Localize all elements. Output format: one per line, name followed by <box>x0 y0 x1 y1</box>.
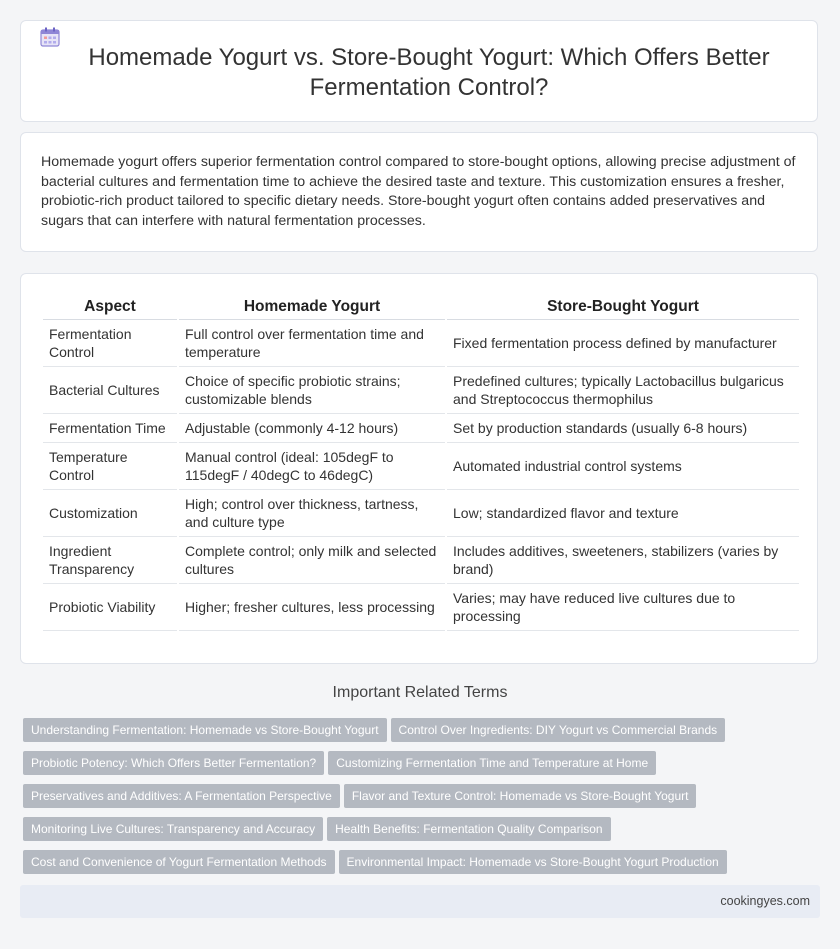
comparison-card <box>20 273 818 664</box>
row-homemade: Adjustable (commonly 4-12 hours) <box>178 414 446 443</box>
header-aspect: Aspect <box>43 296 178 320</box>
header-store-bought: Store-Bought Yogurt <box>446 296 799 320</box>
row-store-bought: Varies; may have reduced live cultures due to processing <box>446 584 799 631</box>
table-row <box>43 443 799 490</box>
row-homemade: Complete control; only milk and selected cultures <box>178 537 446 584</box>
footer <box>20 885 820 918</box>
related-term-link[interactable]: Control Over Ingredients: DIY Yogurt vs Commercial Brands <box>391 718 726 742</box>
table-row <box>43 367 799 414</box>
table-row <box>43 537 799 584</box>
footer-site-link[interactable]: cookingyes.com <box>720 894 810 908</box>
table-row <box>43 320 799 367</box>
row-aspect: Fermentation Control <box>43 320 178 367</box>
row-homemade: High; control over thickness, tartness, and culture type <box>178 490 446 537</box>
row-aspect: Probiotic Viability <box>43 584 178 631</box>
intro-paragraph: Homemade yogurt offers superior fermentation control compared to store-bought options, allowing precise adjustment of bacterial cultures and fermentation time to achieve the desired taste and texture. This customization ensures a fresher, probiotic-rich product tailored to specific dietary needs. Store-bought yogurt often contains added preservatives and sugars that can interfere with natural fermentation processes. <box>41 154 796 229</box>
table-row <box>43 414 799 443</box>
related-terms-heading: Important Related Terms <box>332 684 508 701</box>
row-store-bought: Fixed fermentation process defined by manufacturer <box>446 320 799 367</box>
row-homemade: Manual control (ideal: 105degF to 115degF / 40degC to 46degC) <box>178 443 446 490</box>
title-card <box>20 20 818 122</box>
header-homemade: Homemade Yogurt <box>178 296 446 320</box>
row-homemade: Choice of specific probiotic strains; customizable blends <box>178 367 446 414</box>
intro-card <box>20 132 818 252</box>
related-terms-list <box>23 718 823 883</box>
row-store-bought: Automated industrial control systems <box>446 443 799 490</box>
related-term-link[interactable]: Understanding Fermentation: Homemade vs Store-Bought Yogurt <box>23 718 387 742</box>
related-term-link[interactable]: Cost and Convenience of Yogurt Fermentation Methods <box>23 850 335 874</box>
row-store-bought: Low; standardized flavor and texture <box>446 490 799 537</box>
row-store-bought: Includes additives, sweeteners, stabilizers (varies by brand) <box>446 537 799 584</box>
related-term-link[interactable]: Probiotic Potency: Which Offers Better Fermentation? <box>23 751 324 775</box>
related-term-link[interactable]: Monitoring Live Cultures: Transparency and Accuracy <box>23 817 323 841</box>
row-store-bought: Predefined cultures; typically Lactobacillus bulgaricus and Streptococcus thermophilus <box>446 367 799 414</box>
page-title: Homemade Yogurt vs. Store-Bought Yogurt: Which Offers Better Fermentation Control? <box>88 44 770 101</box>
calendar-icon <box>39 26 61 48</box>
row-aspect: Ingredient Transparency <box>43 537 178 584</box>
row-aspect: Customization <box>43 490 178 537</box>
row-aspect: Temperature Control <box>43 443 178 490</box>
row-aspect: Bacterial Cultures <box>43 367 178 414</box>
related-term-link[interactable]: Flavor and Texture Control: Homemade vs Store-Bought Yogurt <box>344 784 697 808</box>
table-row <box>43 490 799 537</box>
row-aspect: Fermentation Time <box>43 414 178 443</box>
row-homemade: Higher; fresher cultures, less processing <box>178 584 446 631</box>
related-term-link[interactable]: Health Benefits: Fermentation Quality Comparison <box>327 817 610 841</box>
table-header-row <box>43 296 799 320</box>
related-term-link[interactable]: Environmental Impact: Homemade vs Store-Bought Yogurt Production <box>339 850 727 874</box>
comparison-table <box>43 296 799 631</box>
table-row <box>43 584 799 631</box>
row-store-bought: Set by production standards (usually 6-8 hours) <box>446 414 799 443</box>
row-homemade: Full control over fermentation time and temperature <box>178 320 446 367</box>
related-term-link[interactable]: Preservatives and Additives: A Fermentation Perspective <box>23 784 340 808</box>
related-term-link[interactable]: Customizing Fermentation Time and Temperature at Home <box>328 751 656 775</box>
